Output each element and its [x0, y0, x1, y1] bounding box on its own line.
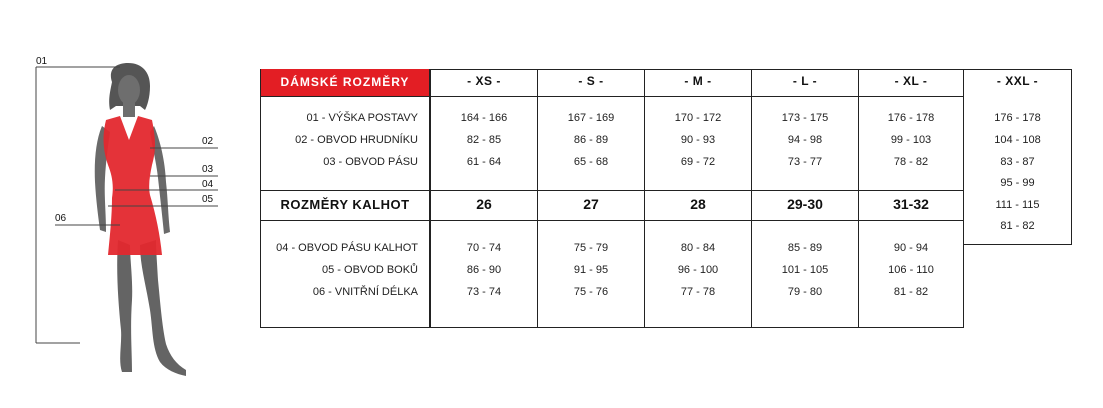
cell-xs-pants-waist: 70 - 74 [466, 242, 502, 254]
pants-sizes-label: ROZMĚRY KALHOT [280, 197, 410, 212]
cell-l-hips: 101 - 105 [781, 264, 829, 276]
marker-04: 04 [202, 179, 214, 190]
cell-m-waist: 69 - 72 [680, 156, 716, 168]
row-label-inseam: 06 - VNITŘNÍ DÉLKA [312, 286, 418, 298]
pants-size-s: 27 [583, 196, 599, 212]
cell-xxl-2: 83 - 87 [1000, 156, 1035, 168]
cell-xxl-4: 111 - 115 [995, 199, 1040, 211]
marker-06: 06 [55, 213, 67, 224]
cell-xl-height: 176 - 178 [887, 112, 935, 124]
cell-l-chest: 94 - 98 [787, 134, 823, 146]
marker-05: 05 [202, 194, 214, 205]
cell-m-pants-waist: 80 - 84 [680, 242, 716, 254]
cell-xs-height: 164 - 166 [460, 112, 508, 124]
size-header-xxl: - XXL - [996, 74, 1039, 88]
size-header-xs: - XS - [467, 74, 501, 88]
cell-xxl-0: 176 - 178 [994, 112, 1041, 124]
size-header-s: - S - [578, 74, 604, 88]
cell-l-waist: 73 - 77 [787, 156, 823, 168]
cell-m-hips: 96 - 100 [677, 264, 719, 276]
cell-m-inseam: 77 - 78 [680, 286, 716, 298]
cell-m-chest: 90 - 93 [680, 134, 716, 146]
table-title: DÁMSKÉ ROZMĚRY [260, 69, 430, 96]
cell-m-height: 170 - 172 [674, 112, 722, 124]
cell-xl-waist: 78 - 82 [893, 156, 929, 168]
cell-xl-chest: 99 - 103 [890, 134, 932, 146]
marker-03: 03 [202, 164, 214, 175]
size-header-m: - M - [684, 74, 712, 88]
cell-s-height: 167 - 169 [567, 112, 615, 124]
cell-xl-hips: 106 - 110 [888, 264, 934, 276]
pants-size-xs: 26 [476, 196, 492, 212]
cell-l-pants-waist: 85 - 89 [787, 242, 823, 254]
row-label-waist: 03 - OBVOD PÁSU [323, 156, 418, 168]
cell-s-waist: 65 - 68 [573, 156, 609, 168]
row-label-pants-waist: 04 - OBVOD PÁSU KALHOT [276, 242, 418, 254]
cell-s-inseam: 75 - 76 [573, 286, 609, 298]
size-header-l: - L - [792, 74, 818, 88]
cell-xl-inseam: 81 - 82 [893, 286, 929, 298]
pants-size-l: 29-30 [787, 196, 823, 212]
cell-l-height: 173 - 175 [781, 112, 829, 124]
cell-xs-waist: 61 - 64 [466, 156, 502, 168]
row-label-height: 01 - VÝŠKA POSTAVY [306, 112, 418, 124]
cell-xxl-5: 81 - 82 [1000, 220, 1035, 232]
marker-02: 02 [202, 136, 214, 147]
marker-01: 01 [36, 56, 48, 67]
cell-xxl-3: 95 - 99 [1000, 177, 1035, 189]
pants-size-m: 28 [690, 196, 706, 212]
cell-xs-hips: 86 - 90 [466, 264, 502, 276]
row-label-hips: 05 - OBVOD BOKŮ [322, 264, 418, 276]
cell-l-inseam: 79 - 80 [787, 286, 823, 298]
cell-xl-pants-waist: 90 - 94 [893, 242, 929, 254]
row-label-chest: 02 - OBVOD HRUDNÍKU [295, 134, 418, 146]
cell-xs-inseam: 73 - 74 [466, 286, 502, 298]
cell-s-chest: 86 - 89 [573, 134, 609, 146]
cell-xs-chest: 82 - 85 [466, 134, 502, 146]
pants-size-xl: 31-32 [893, 196, 929, 212]
cell-xxl-1: 104 - 108 [994, 134, 1041, 146]
size-header-xl: - XL - [894, 74, 928, 88]
cell-s-hips: 91 - 95 [573, 264, 609, 276]
cell-s-pants-waist: 75 - 79 [573, 242, 609, 254]
